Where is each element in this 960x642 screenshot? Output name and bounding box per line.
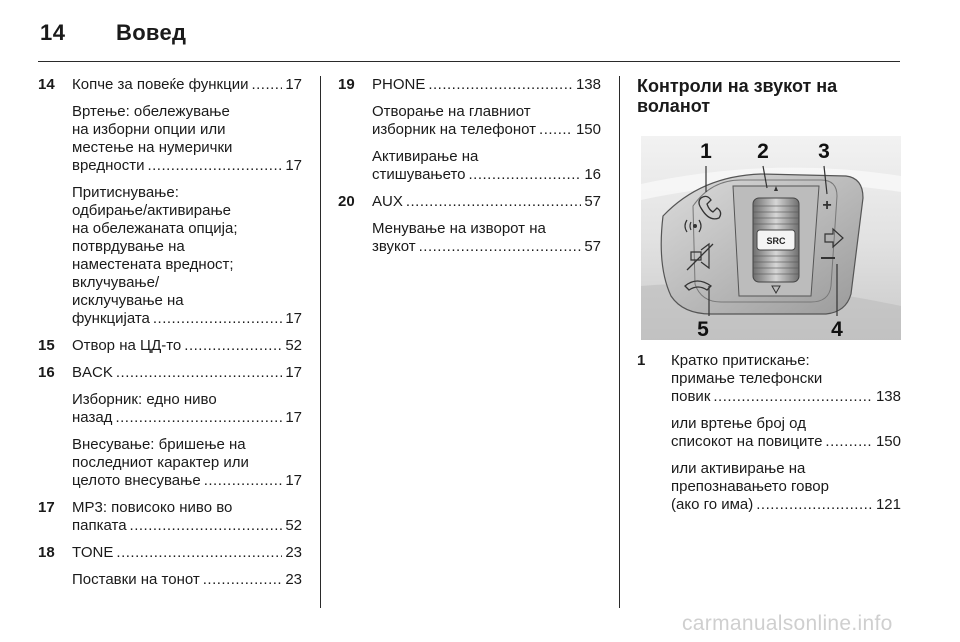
entry-text: наместената вредност; <box>72 256 234 273</box>
column-1 <box>38 76 302 589</box>
entry-text: Копче за повеќе функции <box>72 76 249 93</box>
dot-leader <box>428 76 573 94</box>
entry-text: Активирање на <box>372 148 479 165</box>
entry-line <box>372 220 601 238</box>
entry-text: местење на нумерички <box>72 139 233 156</box>
entry-line <box>671 352 901 370</box>
entry-text: потврдување на <box>72 238 185 255</box>
entry-line <box>72 121 302 139</box>
heading-line-1: Контроли на звукот на <box>637 76 838 96</box>
page-reference-link[interactable]: 17 <box>285 472 302 489</box>
heading-line-2: воланот <box>637 96 711 116</box>
entry-line <box>72 220 302 238</box>
entry-text: назад <box>72 409 113 426</box>
section-title: Вовед <box>116 20 187 45</box>
column-3 <box>637 76 901 116</box>
entry-text: Притиснување: <box>72 184 179 201</box>
entry-line <box>72 472 302 490</box>
entry-number: 14 <box>38 76 55 93</box>
page-header <box>38 18 900 58</box>
entry-text: или активирање на <box>671 460 806 477</box>
entry-text: PHONE <box>372 76 426 93</box>
toc-entry <box>637 352 901 514</box>
header-divider <box>38 61 900 62</box>
entry-text: Поставки на тонот <box>72 571 200 588</box>
dot-leader <box>539 121 573 139</box>
dot-leader <box>203 571 283 589</box>
entry-number: 17 <box>38 499 55 516</box>
toc-entry <box>38 544 302 589</box>
entry-line <box>72 310 302 328</box>
entry-line <box>72 571 302 589</box>
entry-line <box>72 256 302 274</box>
entry-number: 19 <box>338 76 355 93</box>
entry-text: исклучување на <box>72 292 184 309</box>
entry-line <box>72 76 302 94</box>
entry-line <box>72 238 302 256</box>
entry-line <box>72 337 302 355</box>
entry-line <box>72 517 302 535</box>
dot-leader <box>825 433 873 451</box>
entry-line <box>72 544 302 562</box>
dot-leader <box>756 496 873 514</box>
watermark: carmanualsonline.info <box>682 612 893 635</box>
page-reference-link[interactable]: 138 <box>575 76 601 93</box>
dot-leader <box>153 310 282 328</box>
entry-text: папката <box>72 517 127 534</box>
label-4: 4 <box>831 318 843 340</box>
column-3-entries <box>637 352 901 514</box>
entry-text: Кратко притискање: <box>671 352 810 369</box>
toc-entry <box>338 76 601 184</box>
entry-line <box>72 409 302 427</box>
page-reference-link[interactable]: 52 <box>285 517 302 534</box>
entry-line <box>372 193 601 211</box>
toc-entry <box>38 499 302 535</box>
entry-text: Внесување: бришење на <box>72 436 246 453</box>
entry-text: Отворање на главниот <box>372 103 531 120</box>
entry-text: Вртење: обележување <box>72 103 230 120</box>
volume-plus-icon: + <box>822 197 832 214</box>
label-2: 2 <box>757 140 769 163</box>
entry-line <box>372 148 601 166</box>
entry-text: AUX <box>372 193 403 210</box>
page-reference-link[interactable]: 23 <box>285 571 302 588</box>
page-reference-link[interactable]: 150 <box>575 121 601 138</box>
entry-number: 1 <box>637 352 646 369</box>
entry-line <box>72 391 302 409</box>
dot-leader <box>251 76 282 94</box>
page-reference-link[interactable]: 138 <box>875 388 901 405</box>
dot-leader <box>469 166 582 184</box>
entry-text: Отвор на ЦД-то <box>72 337 182 354</box>
page-reference-link[interactable]: 17 <box>285 157 302 174</box>
dot-leader <box>115 409 282 427</box>
entry-number: 18 <box>38 544 55 561</box>
entry-text: на изборни опции или <box>72 121 226 138</box>
page-number: 14 <box>40 20 66 45</box>
entry-line <box>372 76 601 94</box>
entry-text: Изборник: едно ниво <box>72 391 217 408</box>
entry-text: вредности <box>72 157 145 174</box>
page-reference-link[interactable]: 52 <box>285 337 302 354</box>
entry-text: TONE <box>72 544 114 561</box>
label-5: 5 <box>697 318 709 340</box>
toc-entry <box>38 337 302 355</box>
entry-line <box>72 103 302 121</box>
page-reference-link[interactable]: 57 <box>584 238 601 255</box>
entry-text: звукот <box>372 238 416 255</box>
entry-text: целото внесување <box>72 472 201 489</box>
page-reference-link[interactable]: 23 <box>285 544 302 561</box>
entry-line <box>72 139 302 157</box>
entry-line <box>671 478 901 496</box>
entry-line <box>72 274 302 292</box>
entry-line <box>671 370 901 388</box>
entry-line <box>372 238 601 256</box>
entry-text: функцијата <box>72 310 150 327</box>
entry-text: последниот карактер или <box>72 454 249 471</box>
entry-number: 16 <box>38 364 55 381</box>
entry-line <box>72 436 302 454</box>
dot-leader <box>713 388 873 406</box>
entry-text: Менување на изворот на <box>372 220 546 237</box>
entry-text: MP3: повисоко ниво во <box>72 499 233 516</box>
dot-leader <box>147 157 282 175</box>
steering-wheel-controls-figure <box>641 136 901 340</box>
entry-line <box>72 157 302 175</box>
dot-leader <box>419 238 582 256</box>
entry-text: или вртење број од <box>671 415 806 432</box>
label-1: 1 <box>700 140 712 163</box>
page-reference-link[interactable]: 121 <box>875 496 901 513</box>
dot-leader <box>130 517 283 535</box>
page-reference-link[interactable]: 17 <box>285 76 302 93</box>
column-divider-1 <box>320 76 321 608</box>
dot-leader <box>184 337 282 355</box>
dot-leader <box>116 544 282 562</box>
entry-text: препознавањето говор <box>671 478 829 495</box>
label-3: 3 <box>818 140 830 163</box>
dot-leader <box>204 472 283 490</box>
page-reference-link[interactable]: 17 <box>285 364 302 381</box>
entry-text: вклучување/ <box>72 274 160 291</box>
entry-line <box>671 388 901 406</box>
dot-leader <box>406 193 581 211</box>
column-divider-2 <box>619 76 620 608</box>
page-reference-link[interactable]: 17 <box>285 409 302 426</box>
toc-entry <box>38 76 302 328</box>
entry-text: списокот на повиците <box>671 433 823 450</box>
entry-number: 15 <box>38 337 55 354</box>
entry-line <box>72 292 302 310</box>
entry-line <box>671 460 901 478</box>
column-2 <box>338 76 601 256</box>
entry-line <box>372 166 601 184</box>
entry-number: 20 <box>338 193 355 210</box>
entry-line <box>72 202 302 220</box>
entry-line <box>72 499 302 517</box>
entry-text: BACK <box>72 364 113 381</box>
page-reference-link[interactable]: 57 <box>584 193 601 210</box>
entry-line <box>72 184 302 202</box>
entry-line <box>72 454 302 472</box>
page-reference-link[interactable]: 150 <box>875 433 901 450</box>
entry-text: примање телефонски <box>671 370 823 387</box>
entry-text: повик <box>671 388 711 405</box>
entry-line <box>372 103 601 121</box>
dot-leader <box>116 364 282 382</box>
page-reference-link[interactable]: 16 <box>584 166 601 183</box>
section-heading <box>637 76 901 116</box>
toc-entry <box>38 364 302 490</box>
entry-line <box>72 364 302 382</box>
src-button-label: SRC <box>766 236 786 246</box>
entry-text: на обележаната опција; <box>72 220 238 237</box>
entry-text: одбирање/активирање <box>72 202 232 219</box>
page-reference-link[interactable]: 17 <box>285 310 302 327</box>
entry-text: (ако го има) <box>671 496 754 513</box>
entry-line <box>671 415 901 433</box>
entry-text: стишувањето <box>372 166 466 183</box>
entry-line <box>671 433 901 451</box>
entry-line <box>372 121 601 139</box>
toc-entry <box>338 193 601 256</box>
entry-line <box>671 496 901 514</box>
entry-text: изборник на телефонот <box>372 121 537 138</box>
